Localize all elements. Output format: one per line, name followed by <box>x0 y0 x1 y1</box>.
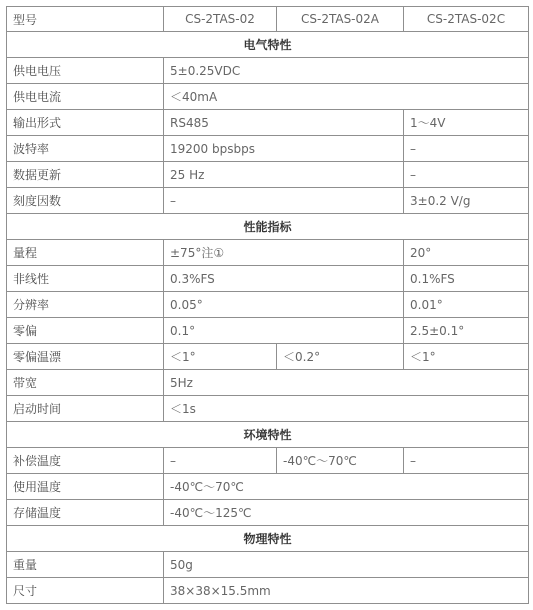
row-label: 启动时间 <box>7 396 164 422</box>
row-value: 50g <box>164 552 529 578</box>
section-performance: 性能指标 <box>7 214 529 240</box>
table-row <box>7 84 529 110</box>
table-row <box>7 162 529 188</box>
row-value-ab: ±75°注① <box>164 240 404 266</box>
row-value-c: 1～4V <box>404 110 529 136</box>
table-row <box>7 552 529 578</box>
row-value-ab: – <box>164 188 404 214</box>
row-value-ab: 0.3%FS <box>164 266 404 292</box>
row-label: 数据更新 <box>7 162 164 188</box>
row-value-ab: 0.1° <box>164 318 404 344</box>
row-label: 尺寸 <box>7 578 164 604</box>
header-row <box>7 7 529 32</box>
row-label: 波特率 <box>7 136 164 162</box>
row-label: 零偏 <box>7 318 164 344</box>
table-row <box>7 110 529 136</box>
section-physical: 物理特性 <box>7 526 529 552</box>
row-label: 输出形式 <box>7 110 164 136</box>
model-02: CS-2TAS-02 <box>164 7 277 32</box>
row-value: -40℃～125℃ <box>164 500 529 526</box>
table-row <box>7 58 529 84</box>
row-value-c: 0.01° <box>404 292 529 318</box>
row-value: 5±0.25VDC <box>164 58 529 84</box>
row-value: 5Hz <box>164 370 529 396</box>
row-label: 刻度因数 <box>7 188 164 214</box>
row-label: 供电电压 <box>7 58 164 84</box>
row-value-c: 3±0.2 V/g <box>404 188 529 214</box>
model-label: 型号 <box>7 7 164 32</box>
table-row <box>7 578 529 604</box>
table-row <box>7 292 529 318</box>
row-value-c: – <box>404 136 529 162</box>
section-row <box>7 214 529 240</box>
row-label: 使用温度 <box>7 474 164 500</box>
row-label: 供电电流 <box>7 84 164 110</box>
row-value-c: – <box>404 162 529 188</box>
row-label: 补偿温度 <box>7 448 164 474</box>
section-row <box>7 422 529 448</box>
row-label: 重量 <box>7 552 164 578</box>
row-value-c: 0.1%FS <box>404 266 529 292</box>
table-row <box>7 188 529 214</box>
table-row <box>7 318 529 344</box>
table-row <box>7 240 529 266</box>
row-value-c: 20° <box>404 240 529 266</box>
table-row <box>7 370 529 396</box>
table-row <box>7 344 529 370</box>
row-label: 非线性 <box>7 266 164 292</box>
row-label: 零偏温漂 <box>7 344 164 370</box>
model-02a: CS-2TAS-02A <box>277 7 404 32</box>
row-value-ab: 25 Hz <box>164 162 404 188</box>
model-02c: CS-2TAS-02C <box>404 7 529 32</box>
section-electrical: 电气特性 <box>7 32 529 58</box>
table-row <box>7 448 529 474</box>
row-label: 带宽 <box>7 370 164 396</box>
row-value-ab: 19200 bpsbps <box>164 136 404 162</box>
row-value-c: – <box>404 448 529 474</box>
table-row <box>7 266 529 292</box>
row-label: 量程 <box>7 240 164 266</box>
row-value: ＜1s <box>164 396 529 422</box>
spec-table <box>6 6 529 604</box>
row-value-b: -40℃～70℃ <box>277 448 404 474</box>
row-label: 存储温度 <box>7 500 164 526</box>
row-value-c: ＜1° <box>404 344 529 370</box>
table-row <box>7 474 529 500</box>
section-environment: 环境特性 <box>7 422 529 448</box>
table-row <box>7 136 529 162</box>
row-value: 38×38×15.5mm <box>164 578 529 604</box>
table-row <box>7 500 529 526</box>
section-row <box>7 32 529 58</box>
row-value-a: ＜1° <box>164 344 277 370</box>
row-value-b: ＜0.2° <box>277 344 404 370</box>
row-value: -40℃～70℃ <box>164 474 529 500</box>
table-row <box>7 396 529 422</box>
section-row <box>7 526 529 552</box>
row-value: ＜40mA <box>164 84 529 110</box>
row-label: 分辨率 <box>7 292 164 318</box>
row-value-a: – <box>164 448 277 474</box>
row-value-ab: RS485 <box>164 110 404 136</box>
row-value-c: 2.5±0.1° <box>404 318 529 344</box>
row-value-ab: 0.05° <box>164 292 404 318</box>
